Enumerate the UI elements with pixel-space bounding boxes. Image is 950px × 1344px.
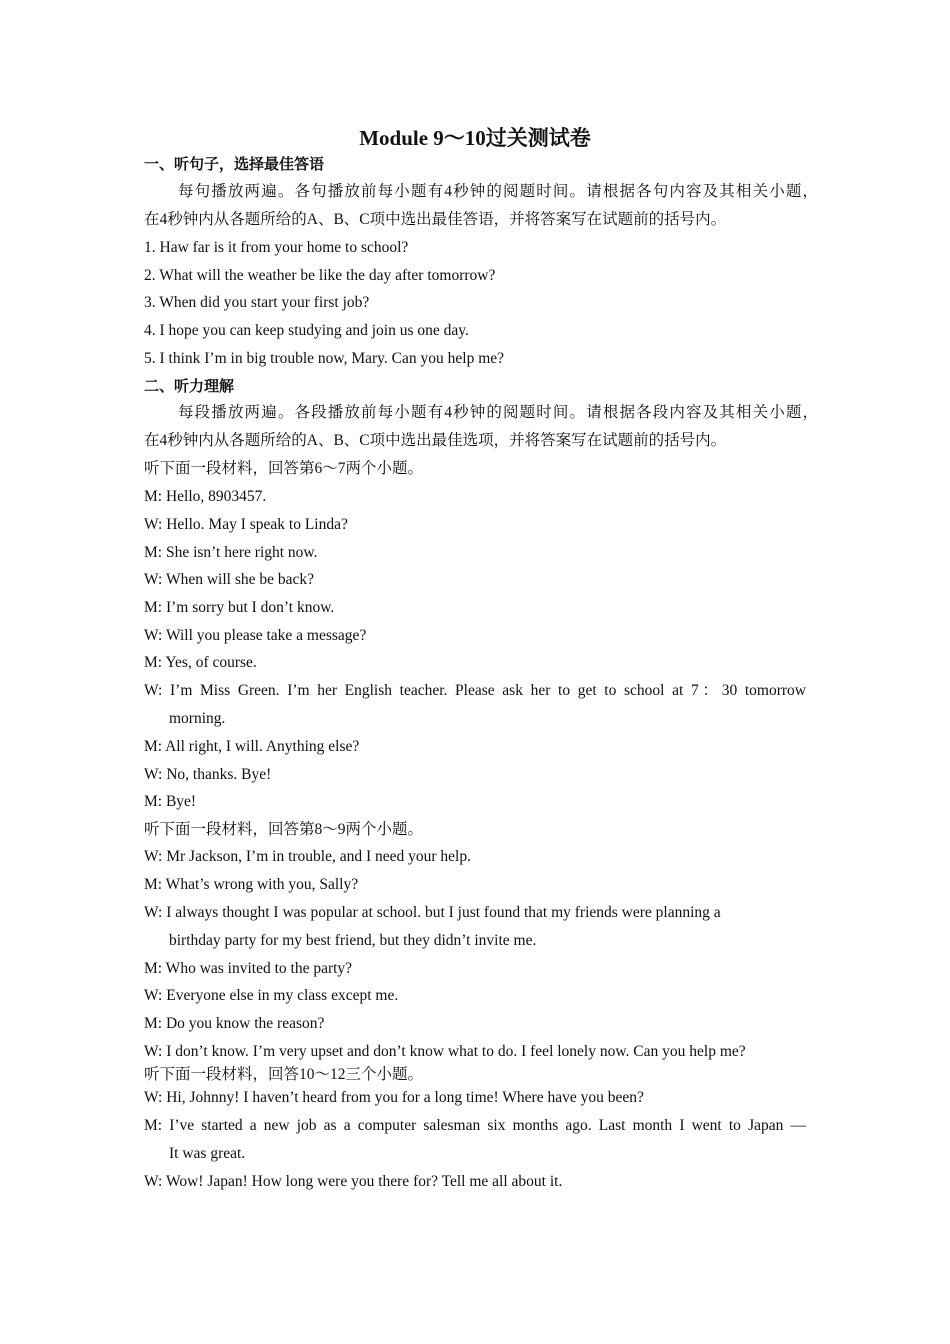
dialogue-intro: 听下面一段材料，回答第8～9两个小题。: [144, 821, 424, 838]
dialogue-line: M: Hello, 8903457.: [144, 488, 267, 505]
dialogue-line-continuation: birthday party for my best friend, but they didn’t invite me.: [169, 932, 537, 949]
instruction-line: 每段播放两遍。各段播放前每小题有4秒钟的阅题时间。请根据各段内容及其相关小题，: [178, 404, 818, 421]
instruction-line: 每句播放两遍。各句播放前每小题有4秒钟的阅题时间。请根据各句内容及其相关小题，: [178, 183, 818, 200]
dialogue-line: M: All right, I will. Anything else?: [144, 738, 360, 755]
question-item: 1. Haw far is it from your home to school?: [144, 239, 409, 256]
question-item: 2. What will the weather be like the day after tomorrow?: [144, 267, 496, 284]
dialogue-line: W: Hello. May I speak to Linda?: [144, 516, 348, 533]
dialogue-line: W: When will she be back?: [144, 571, 315, 588]
question-item: 4. I hope you can keep studying and join us one day.: [144, 322, 469, 339]
dialogue-intro: 听下面一段材料，回答10～12三个小题。: [144, 1066, 424, 1083]
dialogue-intro: 听下面一段材料，回答第6～7两个小题。: [144, 460, 424, 477]
dialogue-line: W: Everyone else in my class except me.: [144, 987, 399, 1004]
instruction-line: 在4秒钟内从各题所给的A、B、C项中选出最佳答语，并将答案写在试题前的括号内。: [144, 211, 727, 228]
dialogue-line: W: I always thought I was popular at school. but I just found that my friends were planning a: [144, 904, 721, 921]
section-heading-2: 二、听力理解: [144, 378, 235, 395]
dialogue-line: M: I’m sorry but I don’t know.: [144, 599, 335, 616]
dialogue-line-continuation: It was great.: [169, 1145, 246, 1162]
dialogue-line: W: Hi, Johnny! I haven’t heard from you for a long time! Where have you been?: [144, 1089, 644, 1106]
dialogue-line: W: Mr Jackson, I’m in trouble, and I need your help.: [144, 848, 471, 865]
question-item: 3. When did you start your first job?: [144, 294, 370, 311]
question-item: 5. I think I’m in big trouble now, Mary. Can you help me?: [144, 350, 505, 367]
dialogue-line: M: Do you know the reason?: [144, 1015, 325, 1032]
dialogue-line: M: What’s wrong with you, Sally?: [144, 876, 359, 893]
dialogue-line: M: Bye!: [144, 793, 197, 810]
dialogue-line: W: Wow! Japan! How long were you there for? Tell me all about it.: [144, 1173, 563, 1190]
dialogue-line-continuation: morning.: [169, 710, 226, 727]
dialogue-line: W: No, thanks. Bye!: [144, 766, 272, 783]
dialogue-line: M: Yes, of course.: [144, 654, 257, 671]
section-heading-1: 一、听句子，选择最佳答语: [144, 156, 325, 173]
dialogue-line: W: I don’t know. I’m very upset and don’t know what to do. I feel lonely now. Can you help me?: [144, 1043, 746, 1060]
page-title: Module 9～10过关测试卷: [359, 126, 591, 150]
dialogue-line: W: Will you please take a message?: [144, 627, 367, 644]
dialogue-line: M: Who was invited to the party?: [144, 960, 353, 977]
instruction-line: 在4秒钟内从各题所给的A、B、C项中选出最佳选项，并将答案写在试题前的括号内。: [144, 432, 727, 449]
dialogue-line: W: I’m Miss Green. I’m her English teacher. Please ask her to get to school at 7：30 tomorrow: [144, 682, 806, 699]
dialogue-line: M: I’ve started a new job as a computer salesman six months ago. Last month I went to Japan —: [144, 1117, 806, 1134]
dialogue-line: M: She isn’t here right now.: [144, 544, 318, 561]
